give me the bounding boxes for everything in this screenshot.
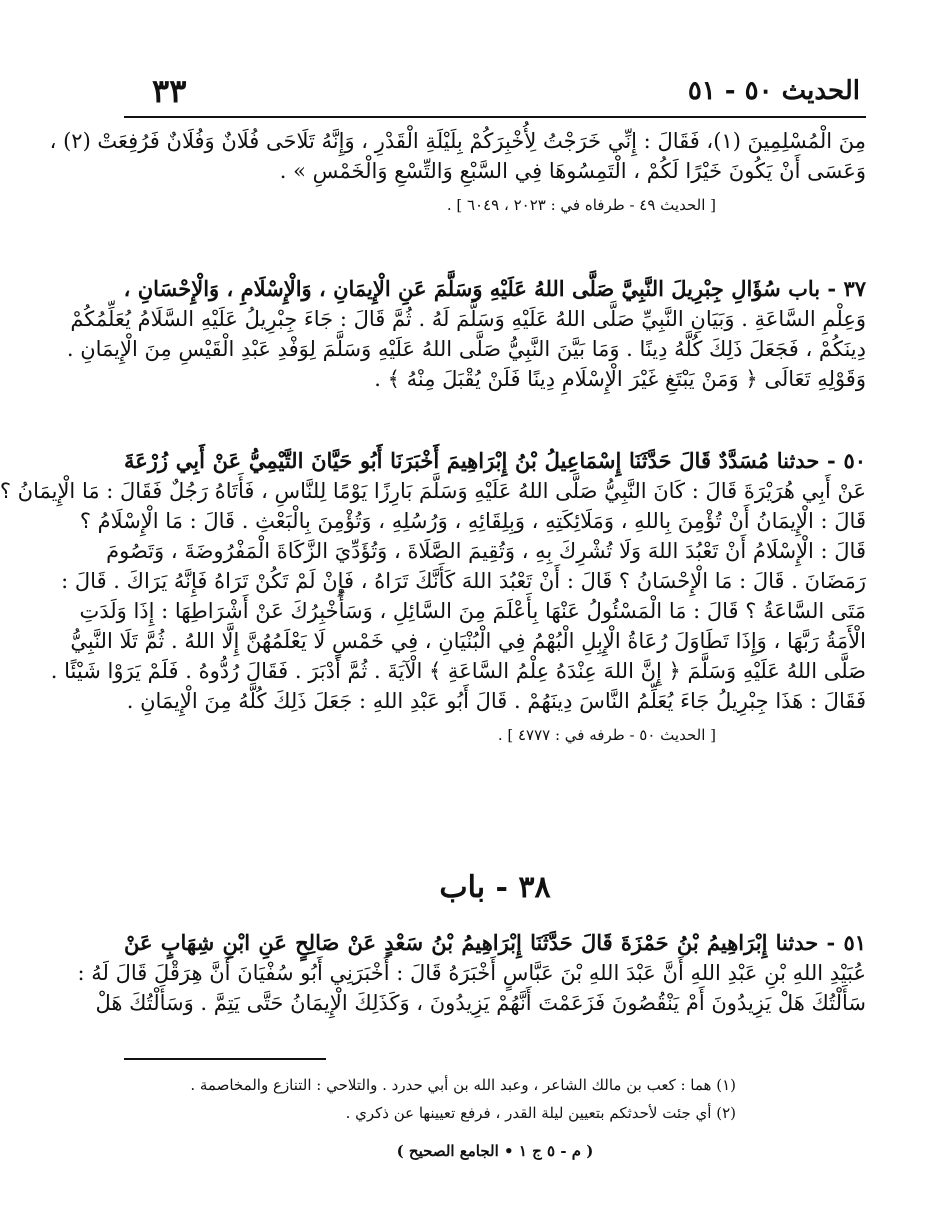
- chapter-title-line: ٣٧ - باب سُؤَالِ جِبْرِيلَ النَّبِيَّ صَلَّى اللهُ عَلَيْهِ وَسَلَّمَ عَنِ الْإِيمَانِ ، وَالْإِسْلَامِ ، وَالْإِحْسَانِ ،: [123, 276, 866, 301]
- footnotes: [124, 1074, 866, 1124]
- printer-signature: [124, 1140, 866, 1162]
- text-line: قَالَ : الْإِسْلَامُ أَنْ تَعْبُدَ اللهَ وَلَا تُشْرِكَ بِهِ ، وَتُقِيمَ الصَّلَاةَ ، وَتُؤَدِّيَ الزَّكَاةَ الْمَفْرُوضَةَ ، وَتَصُومَ: [106, 539, 866, 563]
- footnote-1: (١) هما : كعب بن مالك الشاعر ، وعبد الله بن أبي حدرد . والتلاحي : التنازع والمخاصمة .: [190, 1076, 736, 1094]
- hadith-50: [0, 446, 866, 746]
- page-header: [124, 68, 866, 118]
- page-number: ٣٣: [152, 72, 187, 110]
- text-line: دِينَكُمْ ، فَجَعَلَ ذَلِكَ كُلَّهُ دِينًا . وَمَا بَيَّنَ النَّبِيُّ صَلَّى اللهُ عَلَيْهِ وَسَلَّمَ لِوَفْدِ عَبْدِ الْقَيْسِ مِنَ الْإِيمَانِ .: [66, 337, 866, 361]
- footnote-separator: [124, 1058, 326, 1060]
- hadith-opening-line: ٥١ - حدثنا إِبْرَاهِيمُ بْنُ حَمْزَةَ قَالَ حَدَّثَنَا إِبْرَاهِيمُ بْنُ سَعْدٍ عَنْ صَالِحٍ عَنِ ابْنِ شِهَابٍ عَنْ: [124, 930, 866, 955]
- text-line: عَنْ أَبِي هُرَيْرَةَ قَالَ : كَانَ النَّبِيُّ صَلَّى اللهُ عَلَيْهِ وَسَلَّمَ بَارِزًا يَوْمًا لِلنَّاسِ ، فَأَتَاهُ رَجُلٌ فَقَالَ : مَا الْإِيمَانُ ؟: [0, 479, 866, 503]
- text-line: صَلَّى اللهُ عَلَيْهِ وَسَلَّمَ ﴿ إِنَّ اللهَ عِنْدَهُ عِلْمُ السَّاعَةِ ﴾ الْآيَةَ . ثُمَّ أَدْبَرَ . فَقَالَ رُدُّوهُ . فَلَمْ يَرَوْا شَيْئًا .: [50, 659, 866, 683]
- hadith-reference: [ الحديث ٤٩ - طرفاه في : ٢٠٢٣ ، ٦٠٤٩ ] .: [446, 196, 716, 214]
- text-line: الْأَمَةُ رَبَّهَا ، وَإِذَا تَطَاوَلَ رُعَاةُ الْإِبِلِ الْبُهْمُ فِي الْبُنْيَانِ ، فِي خَمْسٍ لَا يَعْلَمُهُنَّ إِلَّا اللهُ . ثُمَّ تَلَا النَّبِيُّ: [70, 629, 866, 653]
- chapter-37: [66, 274, 866, 394]
- hadith-reference: [ الحديث ٥٠ - طرفه في : ٤٧٧٧ ] .: [497, 726, 716, 744]
- text-line: سَأَلْتُكَ هَلْ يَزِيدُونَ أَمْ يَنْقُصُونَ فَزَعَمْتَ أَنَّهُمْ يَزِيدُونَ ، وَكَذَلِكَ الْإِيمَانُ حَتَّى يَتِمَّ . وَسَأَلْتُكَ هَلْ: [95, 991, 866, 1015]
- text-line: وَعَسَى أَنْ يَكُونَ خَيْرًا لَكُمْ ، الْتَمِسُوهَا فِي السَّبْعِ وَالتِّسْعِ وَالْخَمْسِ » .: [279, 159, 866, 183]
- previous-hadith-ending: [49, 126, 866, 216]
- signature-mark: ( م - ٥ ج ١ • الجامع الصحيح ): [396, 1142, 594, 1160]
- text-line: رَمَضَانَ . قَالَ : مَا الْإِحْسَانُ ؟ قَالَ : أَنْ تَعْبُدَ اللهَ كَأَنَّكَ تَرَاهُ ، فَإِنْ لَمْ تَكُنْ تَرَاهُ فَإِنَّهُ يَرَاكَ . قَالَ :: [61, 569, 866, 593]
- book-page: [0, 60, 866, 1192]
- text-line: وَقَوْلِهِ تَعَالَى ﴿ وَمَنْ يَبْتَغِ غَيْرَ الْإِسْلَامِ دِينًا فَلَنْ يُقْبَلَ مِنْهُ ﴾ .: [374, 367, 866, 391]
- running-title: الحديث ٥٠ - ٥١: [687, 76, 860, 106]
- text-line: عُبَيْدِ اللهِ بْنِ عَبْدِ اللهِ أَنَّ عَبْدَ اللهِ بْنَ عَبَّاسٍ أَخْبَرَهُ قَالَ : أَخْبَرَنِي أَبُو سُفْيَانَ أَنَّ هِرَقْلَ قَالَ لَهُ :: [77, 961, 866, 985]
- text-line: مَتَى السَّاعَةُ ؟ قَالَ : مَا الْمَسْئُولُ عَنْهَا بِأَعْلَمَ مِنَ السَّائِلِ ، وَسَأُخْبِرُكَ عَنْ أَشْرَاطِهَا : إِذَا وَلَدَتِ: [79, 599, 866, 623]
- text-line: وَعِلْمِ السَّاعَةِ . وَبَيَانِ النَّبِيِّ صَلَّى اللهُ عَلَيْهِ وَسَلَّمَ لَهُ . ثُمَّ قَالَ : جَاءَ جِبْرِيلُ عَلَيْهِ السَّلَامُ يُعَلِّمُكُمْ: [70, 307, 866, 331]
- footnote-2: (٢) أي جئت لأحدثكم بتعيين ليلة القدر ، فرفع تعيينها عن ذكري .: [345, 1104, 736, 1122]
- hadith-51: [77, 928, 866, 1018]
- text-line: قَالَ : الْإِيمَانُ أَنْ تُؤْمِنَ بِاللهِ ، وَمَلَائِكَتِهِ ، وَبِلِقَائِهِ ، وَرُسُلِهِ ، وَتُؤْمِنَ بِالْبَعْثِ . قَالَ : مَا الْإِسْلَامُ ؟: [79, 509, 866, 533]
- text-line: مِنَ الْمُسْلِمِينَ (١)، فَقَالَ : إِنِّي خَرَجْتُ لِأُخْبِرَكُمْ بِلَيْلَةِ الْقَدْرِ ، وَإِنَّهُ تَلَاحَى فُلَانٌ وَفُلَانٌ فَرُفِعَتْ (٢) ،: [49, 129, 866, 153]
- hadith-opening-line: ٥٠ - حدثنا مُسَدَّدٌ قَالَ حَدَّثَنَا إِسْمَاعِيلُ بْنُ إِبْرَاهِيمَ أَخْبَرَنَا أَبُو حَيَّانَ التَّيْمِيُّ عَنْ أَبِي زُرْعَةَ: [124, 448, 866, 473]
- text-line: فَقَالَ : هَذَا جِبْرِيلُ جَاءَ يُعَلِّمُ النَّاسَ دِينَهُمْ . قَالَ أَبُو عَبْدِ اللهِ : جَعَلَ ذَلِكَ كُلَّهُ مِنَ الْإِيمَانِ .: [126, 689, 866, 713]
- chapter-38-heading: ٣٨ - باب: [439, 870, 551, 905]
